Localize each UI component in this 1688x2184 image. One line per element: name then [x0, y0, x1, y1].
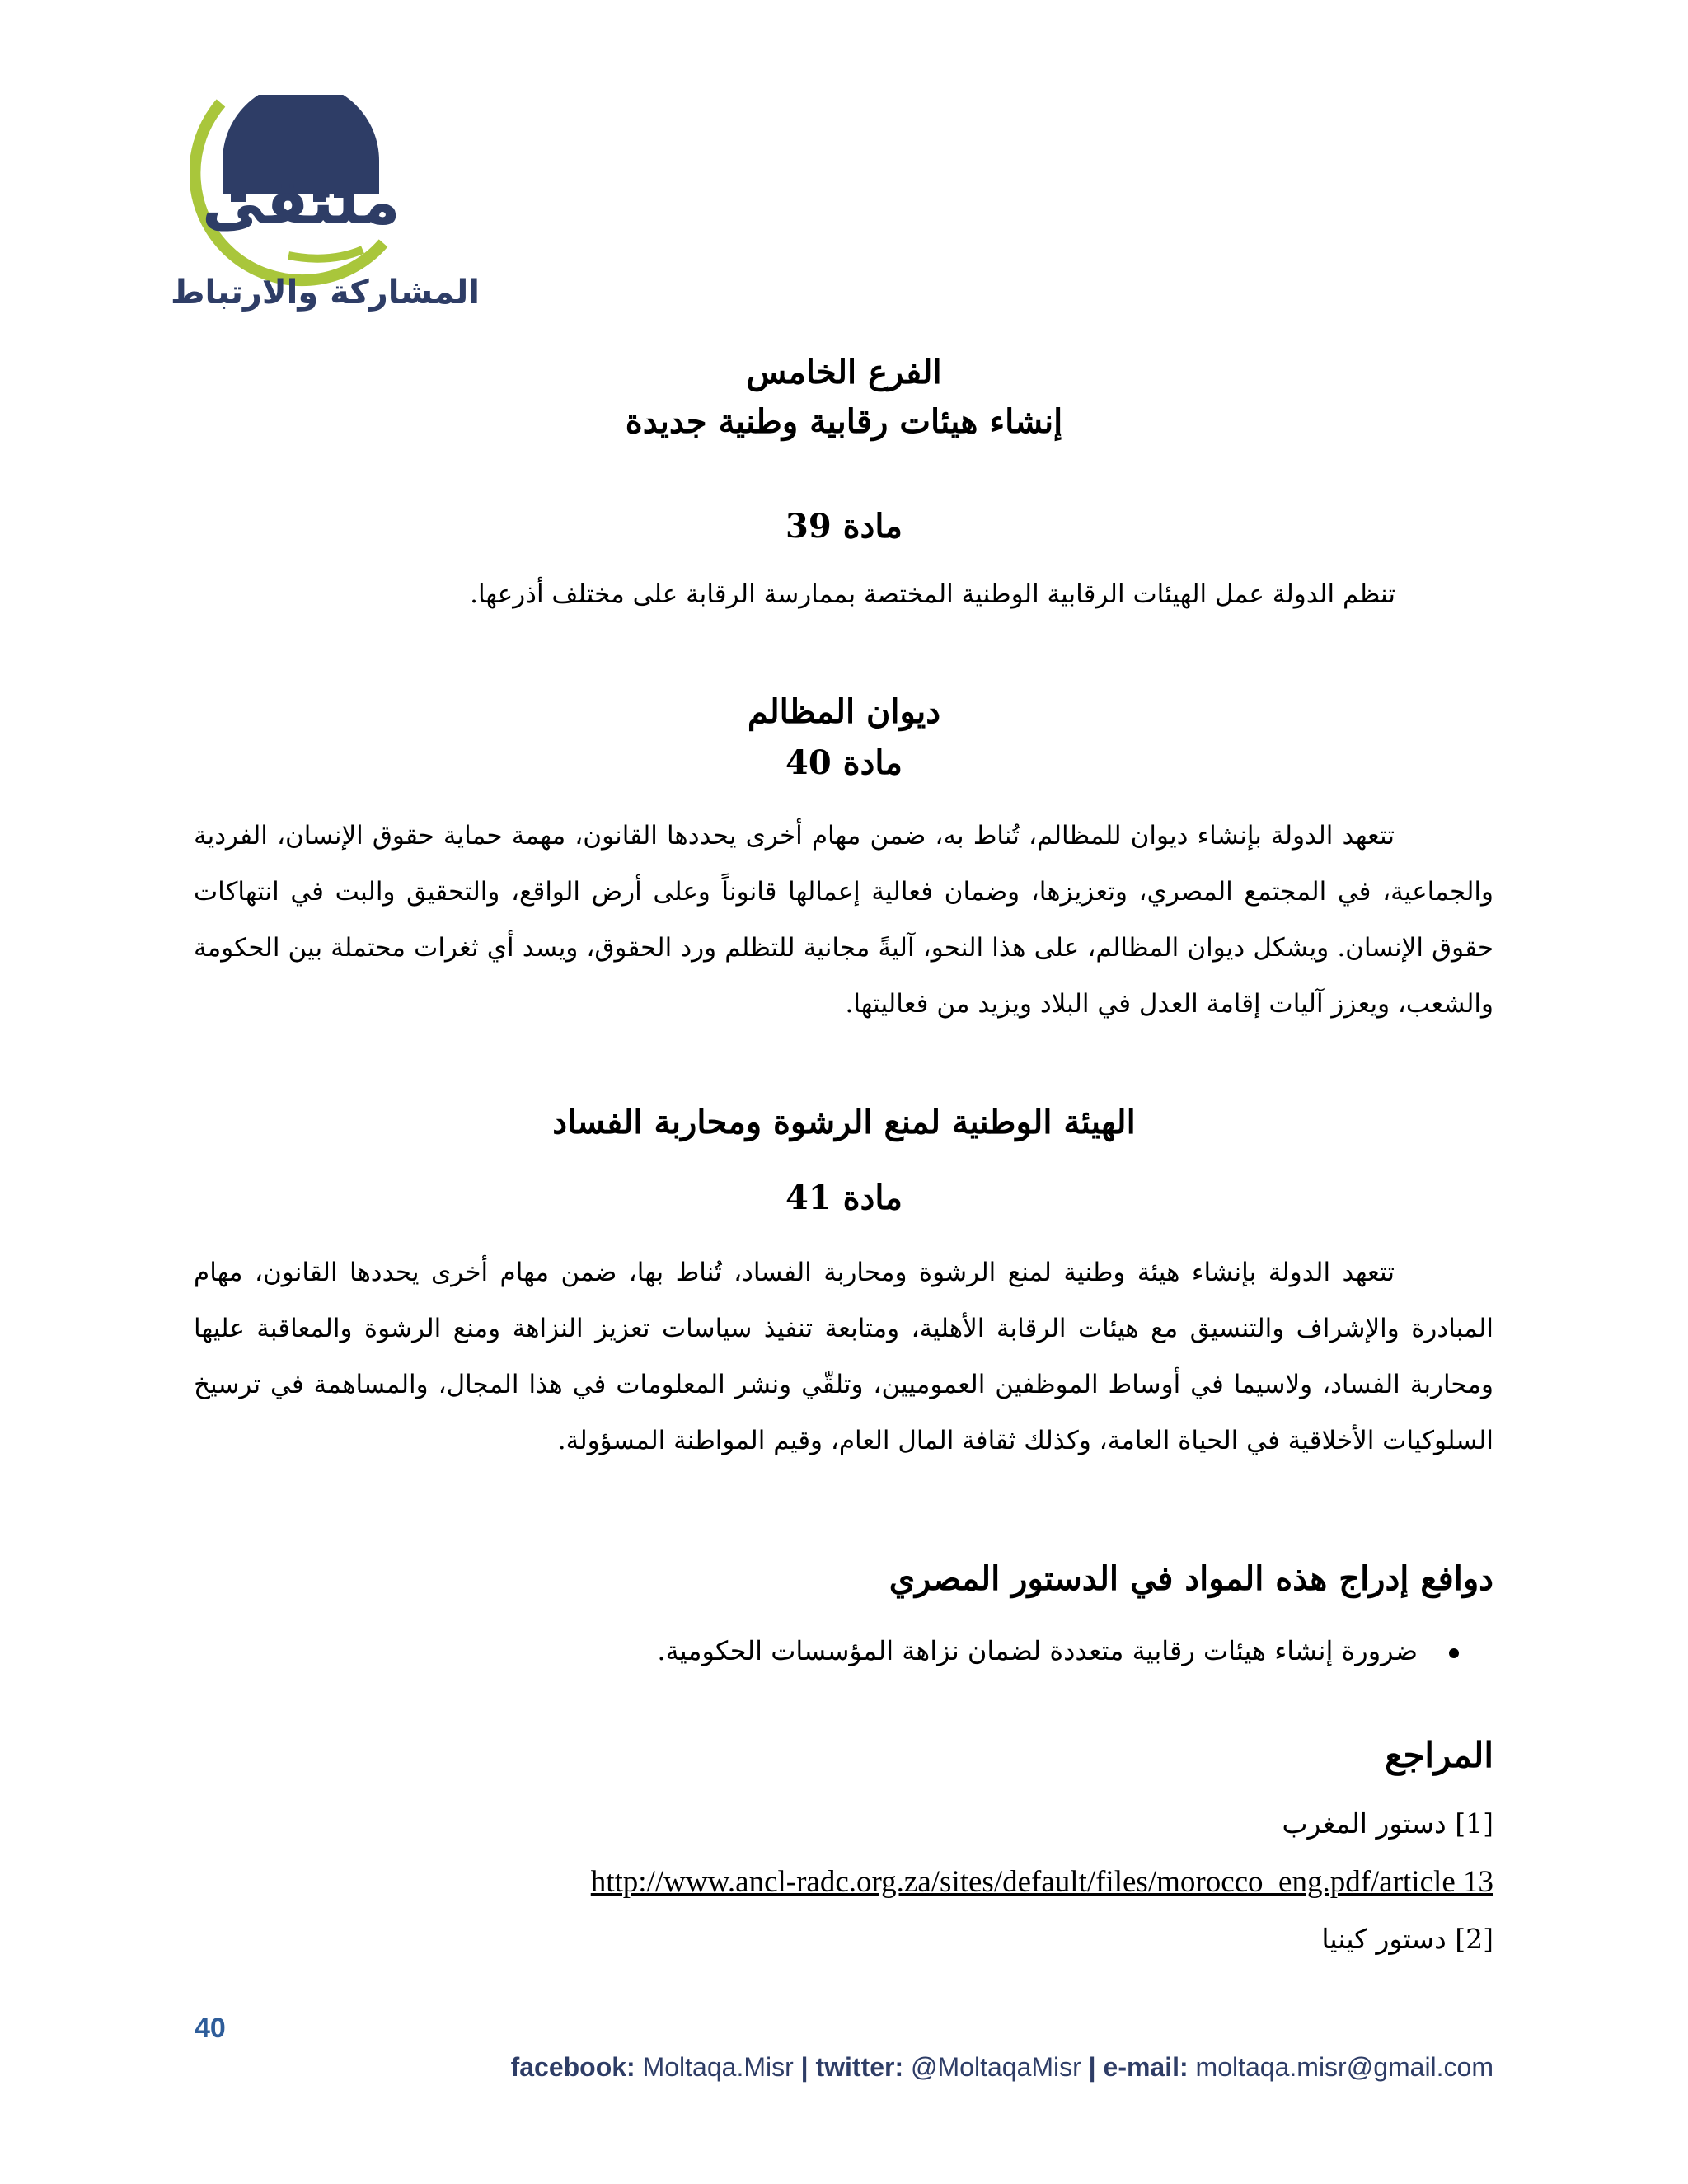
- facebook-label: facebook:: [510, 2052, 635, 2082]
- twitter-handle[interactable]: @MoltaqaMisr: [911, 2052, 1081, 2082]
- motives-heading: دوافع إدراج هذه المواد في الدستور المصري: [889, 1559, 1493, 1598]
- twitter-label: twitter:: [815, 2052, 904, 2082]
- reference-1-link[interactable]: http://www.ancl-radc.org.za/sites/default/files/morocco_eng.pdf/article 13: [590, 1865, 1493, 1899]
- reference-1-label: [1] دستور المغرب: [1282, 1807, 1493, 1840]
- reference-2-label: [2] دستور كينيا: [1321, 1923, 1493, 1955]
- motives-bullet-text: ضرورة إنشاء هيئات رقابية متعددة لضمان نزاهة المؤسسات الحكومية.: [657, 1635, 1418, 1666]
- email-address[interactable]: moltaqa.misr@gmail.com: [1195, 2052, 1493, 2082]
- references-heading: المراجع: [1385, 1735, 1493, 1775]
- motives-bullet: [194, 1635, 1493, 1666]
- footer-contacts: [511, 2052, 1493, 2083]
- footer-separator: |: [1088, 2052, 1096, 2082]
- anticorruption-heading: الهيئة الوطنية لمنع الرشوة ومحاربة الفساد: [552, 1103, 1136, 1141]
- ombudsman-heading: ديوان المظالم: [747, 692, 941, 731]
- section-title: إنشاء هيئات رقابية وطنية جديدة: [625, 402, 1063, 441]
- email-label: e-mail:: [1103, 2052, 1189, 2082]
- page-number: 40: [195, 2013, 226, 2044]
- branch-title: الفرع الخامس: [746, 353, 942, 391]
- facebook-handle[interactable]: Moltaqa.Misr: [642, 2052, 794, 2082]
- logo-main-text: ملتقى: [202, 165, 401, 238]
- footer-separator: |: [800, 2052, 809, 2082]
- logo-subtitle: المشاركة والارتباط: [170, 274, 480, 312]
- article-41-text: تتعهد الدولة بإنشاء هيئة وطنية لمنع الرشوة ومحاربة الفساد، تُناط بها، ضمن مهام أخرى يحددها القانون، مهام المبادرة والإشراف والتنسيق مع هيئات الرقابة الأهلية، ومتابعة تنفيذ سياسات تعزيز النزاهة ومنع الرشوة والمعاقبة عليها ومحاربة الفساد، ولاسيما في أوساط الموظفين العموميين، وتلقّي ونشر المعلومات في هذا المجال، والمساهمة في ترسيخ السلوكيات الأخلاقية في الحياة العامة، وكذلك ثقافة المال العام، وقيم المواطنة المسؤولة.: [194, 1258, 1493, 1455]
- article-40-label: مادة 40: [785, 743, 903, 782]
- bullet-dot-icon: [1449, 1648, 1459, 1658]
- article-41-label: مادة 41: [785, 1179, 903, 1217]
- article-40-text: تتعهد الدولة بإنشاء ديوان للمظالم، تُناط به، ضمن مهام أخرى يحددها القانون، مهمة حماية حقوق الإنسان، الفردية والجماعية، في المجتمع المصري، وتعزيزها، وضمان فعالية إعمالها قانوناً وعلى أرض الواقع، والتحقيق والبت في انتهاكات حقوق الإنسان. ويشكل ديوان المظالم، على هذا النحو، آليةً مجانية للتظلم ورد الحقوق، ويسد أي ثغرات محتملة بين الحكومة والشعب، ويعزز آليات إقامة العدل في البلاد ويزيد من فعاليتها.: [194, 821, 1493, 1019]
- article-39-text: تنظم الدولة عمل الهيئات الرقابية الوطنية المختصة بممارسة الرقابة على مختلف أذرعها.: [470, 579, 1395, 609]
- article-39-label: مادة 39: [785, 507, 903, 546]
